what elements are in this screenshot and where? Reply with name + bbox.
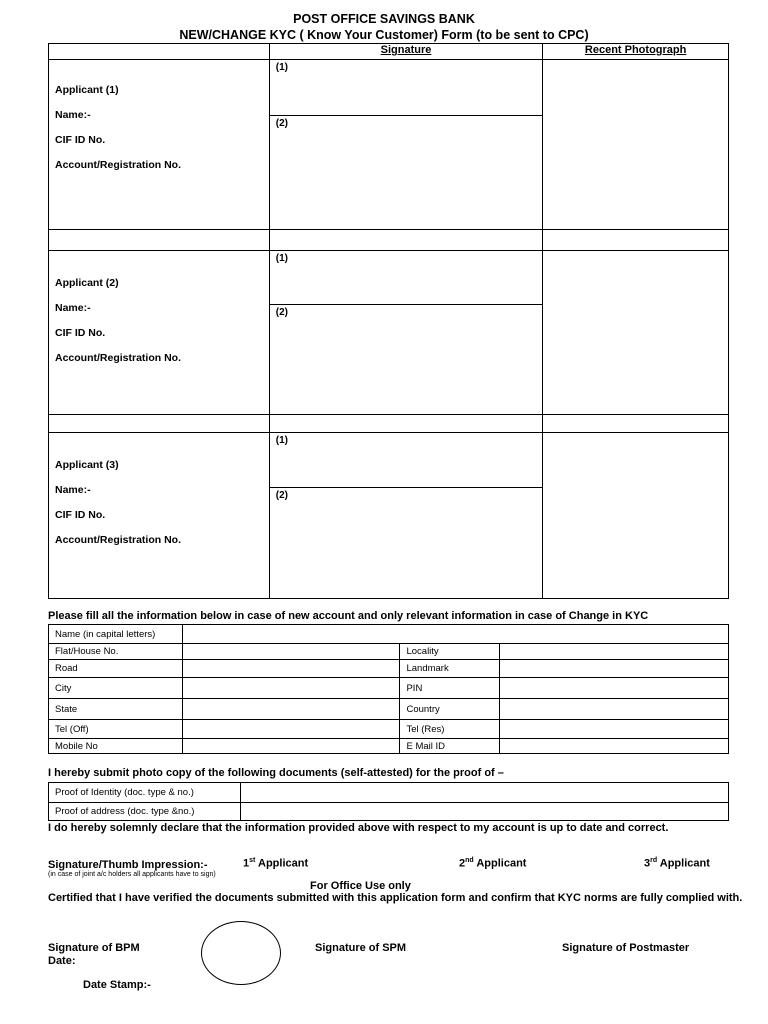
ordinal-suffix: rd (650, 857, 658, 864)
applicant-1-account: Account/Registration No. (55, 159, 182, 171)
docs-table (48, 782, 729, 821)
info-table (48, 624, 729, 754)
city-label: City (49, 678, 183, 699)
applicant-2-details (49, 251, 270, 415)
city-input[interactable] (182, 678, 400, 699)
proof-address-input[interactable] (240, 803, 728, 821)
mobile-label: Mobile No (49, 739, 183, 754)
applicant-word: Applicant (657, 857, 710, 870)
applicant-3-name: Name:- (55, 484, 91, 496)
spacer-cell (269, 415, 543, 433)
certification-text: Certified that I have verified the documents submitted with this application form and confirm that KYC norms are fully complied with. (48, 892, 743, 904)
date-label: Date: (48, 955, 76, 967)
applicant-word: Applicant (255, 857, 309, 870)
road-label: Road (49, 660, 183, 678)
applicant-3-cif: CIF ID No. (55, 509, 106, 521)
header-blank-cell (49, 44, 270, 60)
pin-input[interactable] (500, 678, 729, 699)
applicant-2-cif: CIF ID No. (55, 327, 106, 339)
applicant-3-signature-2[interactable] (269, 488, 543, 599)
state-input[interactable] (182, 699, 400, 720)
applicant-2-account: Account/Registration No. (55, 352, 182, 364)
second-applicant-sign[interactable] (459, 857, 526, 870)
locality-input[interactable] (500, 644, 729, 660)
ordinal-suffix: st (249, 857, 256, 864)
sig-1-label: (1) (275, 253, 288, 264)
proof-address-label: Proof of address (doc. type &no.) (49, 803, 241, 821)
stamp-circle[interactable] (201, 921, 281, 985)
tel-res-input[interactable] (500, 720, 729, 739)
applicant-1-details (49, 60, 270, 230)
joint-holders-note: (in case of joint a/c holders all applicants have to sign) (48, 871, 216, 878)
landmark-label: Landmark (400, 660, 500, 678)
photo-column-header: Recent Photograph (543, 44, 729, 60)
country-input[interactable] (500, 699, 729, 720)
docs-instruction: I hereby submit photo copy of the following documents (self-attested) for the proof of – (48, 767, 504, 779)
applicant-3-photo-box[interactable] (543, 433, 729, 599)
applicant-3-details (49, 433, 270, 599)
flat-label: Flat/House No. (49, 644, 183, 660)
ordinal-number: 2 (459, 857, 466, 870)
date-stamp-label: Date Stamp:- (83, 979, 151, 991)
spacer-cell (49, 230, 270, 251)
form-title: POST OFFICE SAVINGS BANK (293, 12, 475, 26)
applicant-2-name: Name:- (55, 302, 91, 314)
first-applicant-sign[interactable] (243, 857, 308, 870)
sig-bpm-label: Signature of BPM (48, 942, 140, 954)
name-label: Name (in capital letters) (49, 625, 183, 644)
road-input[interactable] (182, 660, 400, 678)
applicant-word: Applicant (473, 857, 527, 870)
sig-spm-label: Signature of SPM (315, 942, 407, 954)
info-instruction: Please fill all the information below in case of new account and only relevant information in case of Change in KYC (48, 610, 649, 622)
state-label: State (49, 699, 183, 720)
spacer-cell (543, 415, 729, 433)
applicant-1-photo-box[interactable] (543, 60, 729, 230)
applicant-1-name: Name:- (55, 109, 91, 121)
tel-off-label: Tel (Off) (49, 720, 183, 739)
sig-2-label: (2) (275, 490, 288, 501)
applicant-3-label: Applicant (3) (55, 459, 119, 471)
applicant-3-signature-1[interactable] (269, 433, 543, 488)
spacer-cell (49, 415, 270, 433)
applicant-2-signature-1[interactable] (269, 251, 543, 305)
name-input[interactable] (182, 625, 728, 644)
office-use-heading: For Office Use only (310, 880, 411, 892)
applicant-2-label: Applicant (2) (55, 277, 119, 289)
ordinal-suffix: nd (465, 857, 474, 864)
applicant-2-signature-2[interactable] (269, 305, 543, 415)
pin-label: PIN (400, 678, 500, 699)
spacer-cell (543, 230, 729, 251)
ordinal-number: 3 (644, 857, 651, 870)
ordinal-number: 1 (243, 857, 250, 870)
spacer-cell (269, 230, 543, 251)
form-subtitle: NEW/CHANGE KYC ( Know Your Customer) Form (to be sent to CPC) (179, 28, 589, 42)
proof-identity-input[interactable] (240, 783, 728, 803)
sig-1-label: (1) (275, 62, 288, 73)
signature-column-header: Signature (269, 44, 543, 60)
mobile-input[interactable] (182, 739, 400, 754)
proof-identity-label: Proof of Identity (doc. type & no.) (49, 783, 241, 803)
email-label: E Mail ID (400, 739, 500, 754)
applicant-table (48, 43, 729, 599)
landmark-input[interactable] (500, 660, 729, 678)
sig-2-label: (2) (275, 307, 288, 318)
declaration-text: I do hereby solemnly declare that the information provided above with respect to my account is up to date and correct. (48, 822, 669, 834)
applicant-1-signature-2[interactable] (269, 116, 543, 230)
sig-1-label: (1) (275, 435, 288, 446)
sig-2-label: (2) (275, 118, 288, 129)
country-label: Country (400, 699, 500, 720)
applicant-1-label: Applicant (1) (55, 84, 119, 96)
third-applicant-sign[interactable] (644, 857, 710, 870)
locality-label: Locality (400, 644, 500, 660)
applicant-2-photo-box[interactable] (543, 251, 729, 415)
email-input[interactable] (500, 739, 729, 754)
sig-postmaster-label: Signature of Postmaster (562, 942, 690, 954)
tel-res-label: Tel (Res) (400, 720, 500, 739)
applicant-1-signature-1[interactable] (269, 60, 543, 116)
flat-input[interactable] (182, 644, 400, 660)
signature-thumb-label: Signature/Thumb Impression:- (48, 859, 208, 871)
applicant-3-account: Account/Registration No. (55, 534, 182, 546)
tel-off-input[interactable] (182, 720, 400, 739)
applicant-1-cif: CIF ID No. (55, 134, 106, 146)
